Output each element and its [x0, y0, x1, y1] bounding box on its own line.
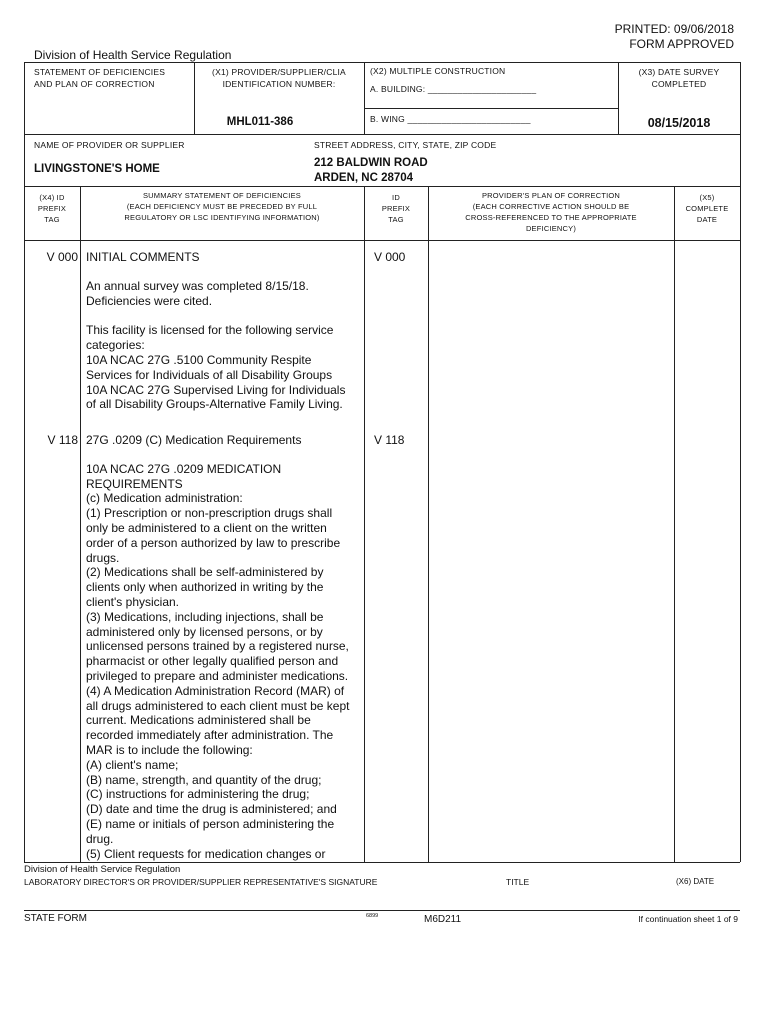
x4-column-header: (X4) ID PREFIX TAG: [37, 193, 67, 224]
form-code: 6899: [366, 913, 379, 919]
entry-tag: V 000: [46, 250, 78, 264]
printed-header: [615, 22, 734, 52]
provider-id-label: (X1) PROVIDER/SUPPLIER/CLIA IDENTIFICATION NUMBER:: [212, 67, 346, 89]
multiple-construction-label: (X2) MULTIPLE CONSTRUCTION: [370, 66, 506, 76]
entry-id-tag: V 000: [374, 250, 406, 264]
date-survey-label: (X3) DATE SURVEY COMPLETED: [638, 67, 720, 89]
state-form-label: STATE FORM: [24, 913, 87, 924]
address-label: STREET ADDRESS, CITY, STATE, ZIP CODE: [314, 140, 497, 150]
statement-label: STATEMENT OF DEFICIENCIES AND PLAN OF CORRECTION: [34, 67, 166, 89]
x5-column-header: (X5) COMPLETE DATE: [685, 193, 729, 224]
deficiency-entry: [86, 250, 362, 427]
entry-paragraph: 10A NCAC 27G .0209 MEDICATION REQUIREMENTS (c) Medication administration: (1) Prescription or non-prescription drugs shall only be administered to a client on the written order of a person authorized by law to prescribe drugs. (2) Medications shall be self-administered by clients only when authorized in writing by the client's physician. (3) Medications, including injections, shall be administered only by licensed persons, or by unlicensed persons trained by a registered nurse, pharmacist or other legally qualified person and privileged to prepare and administer medications. (4) A Medication Administration Record (MAR) of all drugs administered to each client must be kept current. Medications administered shall be recorded immediately after administration. The MAR is to include the following: (A) client's name; (B) name, strength, and quantity of the drug; (C) instructions for administering the drug; (D) date and time the drug is administered; and (E) name or initials of person administering the drug. (5) Client requests for medication changes or: [86, 461, 350, 861]
summary-column-header: SUMMARY STATEMENT OF DEFICIENCIES (EACH DEFICIENCY MUST BE PRECEDED BY FULL REGULATORY OR LSC IDENTIFYING INFORMATION): [124, 191, 320, 222]
entry-paragraph: This facility is licensed for the following service categories: 10A NCAC 27G .5100 Community Respite Services for Individuals of all Disability Groups 10A NCAC 27G Supervised Living for Individuals of all Disability Groups-Alternative Family Living.: [86, 323, 346, 412]
address-value: 212 BALDWIN ROAD ARDEN, NC 28704: [314, 157, 428, 184]
footer-division: Division of Health Service Regulation: [24, 864, 181, 875]
date-label: (X6) DATE: [676, 877, 715, 886]
entry-tag: V 118: [47, 433, 78, 447]
entry-title: 27G .0209 (C) Medication Requirements: [86, 433, 302, 447]
provider-id-value: MHL011-386: [226, 116, 294, 128]
continuation-sheet: If continuation sheet 1 of 9: [638, 914, 738, 924]
signature-label: LABORATORY DIRECTOR'S OR PROVIDER/SUPPLIER REPRESENTATIVE'S SIGNATURE: [24, 877, 378, 887]
form-approved: FORM APPROVED: [629, 37, 734, 51]
plan-column-header: PROVIDER'S PLAN OF CORRECTION (EACH CORRECTIVE ACTION SHOULD BE CROSS-REFERENCED TO THE APPROPRIATE DEFICIENCY): [465, 191, 637, 233]
provider-name-value: LIVINGSTONE'S HOME: [34, 163, 160, 175]
id-column-header: ID PREFIX TAG: [381, 193, 411, 224]
wing-field: B. WING _________________________: [370, 114, 531, 124]
event-id: M6D211: [424, 914, 462, 925]
building-field: A. BUILDING: ______________________: [370, 84, 537, 94]
date-survey-value: 08/15/2018: [647, 116, 711, 130]
provider-name-label: NAME OF PROVIDER OR SUPPLIER: [34, 140, 185, 150]
entry-paragraph: An annual survey was completed 8/15/18. Deficiencies were cited.: [86, 278, 309, 308]
entry-title: INITIAL COMMENTS: [86, 250, 200, 264]
division-title: Division of Health Service Regulation: [34, 48, 232, 62]
entry-id-tag: V 118: [374, 433, 405, 447]
printed-date: PRINTED: 09/06/2018: [614, 22, 734, 36]
title-label: TITLE: [506, 877, 530, 887]
deficiency-entry: [86, 433, 364, 861]
